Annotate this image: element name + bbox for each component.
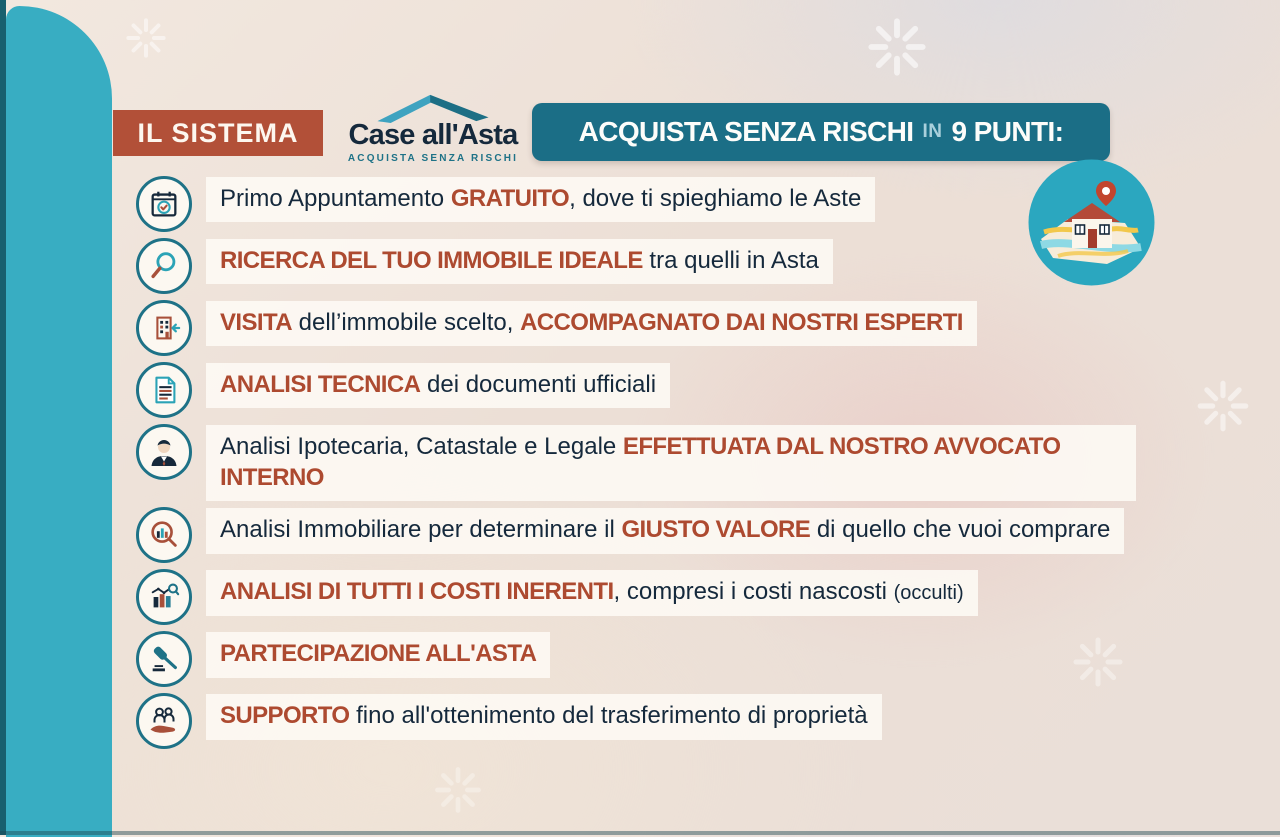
- list-item: [136, 300, 1136, 356]
- text-segment: Analisi Ipotecaria, Catastale e Legale: [220, 433, 623, 460]
- point-text: [206, 363, 670, 408]
- support-hands-icon: [136, 693, 192, 749]
- point-text: [206, 239, 833, 284]
- text-segment: PARTECIPAZIONE ALL'ASTA: [220, 640, 537, 668]
- text-segment: ACCOMPAGNATO DAI NOSTRI ESPERTI: [520, 309, 963, 336]
- text-segment: , dove ti spieghiamo le Aste: [569, 185, 862, 212]
- chart-magnifier-icon: [136, 507, 192, 563]
- banner: [532, 103, 1110, 161]
- sparkle-icon: [430, 762, 486, 818]
- banner-main: ACQUISTA SENZA RISCHI: [578, 116, 914, 147]
- text-segment: dell’immobile scelto,: [291, 309, 521, 336]
- banner-connector: IN: [922, 121, 943, 142]
- point-text: [206, 570, 978, 615]
- points-list: [136, 176, 1136, 755]
- sparkle-icon: [1192, 375, 1254, 437]
- text-segment: , compresi i costi nascosti: [613, 578, 894, 606]
- text-segment: RICERCA DEL TUO IMMOBILE IDEALE: [220, 247, 643, 274]
- point-text: [206, 694, 882, 739]
- magnifier-icon: [136, 238, 192, 294]
- text-segment: fino all'ottenimento del trasferimento di proprietà: [349, 702, 868, 730]
- list-item: [136, 176, 1136, 232]
- system-badge: [113, 110, 323, 156]
- list-item: [136, 569, 1136, 625]
- text-segment: Analisi Immobiliare per determinare il: [220, 516, 622, 544]
- costs-chart-icon: [136, 569, 192, 625]
- text-segment: SUPPORTO: [220, 702, 350, 730]
- text-segment: GRATUITO: [450, 185, 570, 212]
- text-segment: VISITA: [220, 309, 292, 336]
- brand-tagline: ACQUISTA SENZA RISCHI: [347, 153, 519, 165]
- text-segment: tra quelli in Asta: [642, 247, 819, 274]
- document-icon: [136, 362, 192, 418]
- point-text: [206, 425, 1136, 501]
- point-text: [206, 301, 977, 346]
- list-item: [136, 507, 1136, 563]
- text-segment: EFFETTUATA DAL NOSTRO AVVOCATO INTERNO: [220, 433, 1061, 492]
- point-text: [206, 177, 875, 222]
- bottom-edge-bar: [0, 831, 1280, 835]
- background-shape: [6, 6, 112, 837]
- building-visit-icon: [136, 300, 192, 356]
- banner-count: 9 PUNTI:: [951, 116, 1064, 147]
- text-segment: ANALISI DI TUTTI I COSTI INERENTI: [220, 578, 614, 606]
- lawyer-icon: [136, 424, 192, 480]
- list-item: [136, 424, 1136, 501]
- text-segment: Primo Appuntamento: [220, 185, 451, 212]
- calendar-check-icon: [136, 176, 192, 232]
- list-item: [136, 693, 1136, 749]
- brand-logo: [334, 92, 532, 164]
- list-item: [136, 238, 1136, 294]
- text-segment: (occulti): [893, 582, 964, 605]
- point-text: [206, 508, 1124, 553]
- text-segment: ANALISI TECNICA: [220, 371, 421, 398]
- sparkle-icon: [862, 12, 932, 82]
- text-segment: GIUSTO VALORE: [621, 516, 811, 544]
- list-item: [136, 631, 1136, 687]
- list-item: [136, 362, 1136, 418]
- brand-name: Case all'Asta: [348, 119, 518, 151]
- system-badge-label: IL SISTEMA: [137, 117, 299, 148]
- gavel-icon: [136, 631, 192, 687]
- text-segment: di quello che vuoi comprare: [810, 516, 1111, 544]
- sparkle-icon: [122, 14, 170, 62]
- text-segment: dei documenti ufficiali: [420, 371, 657, 398]
- point-text: [206, 632, 550, 677]
